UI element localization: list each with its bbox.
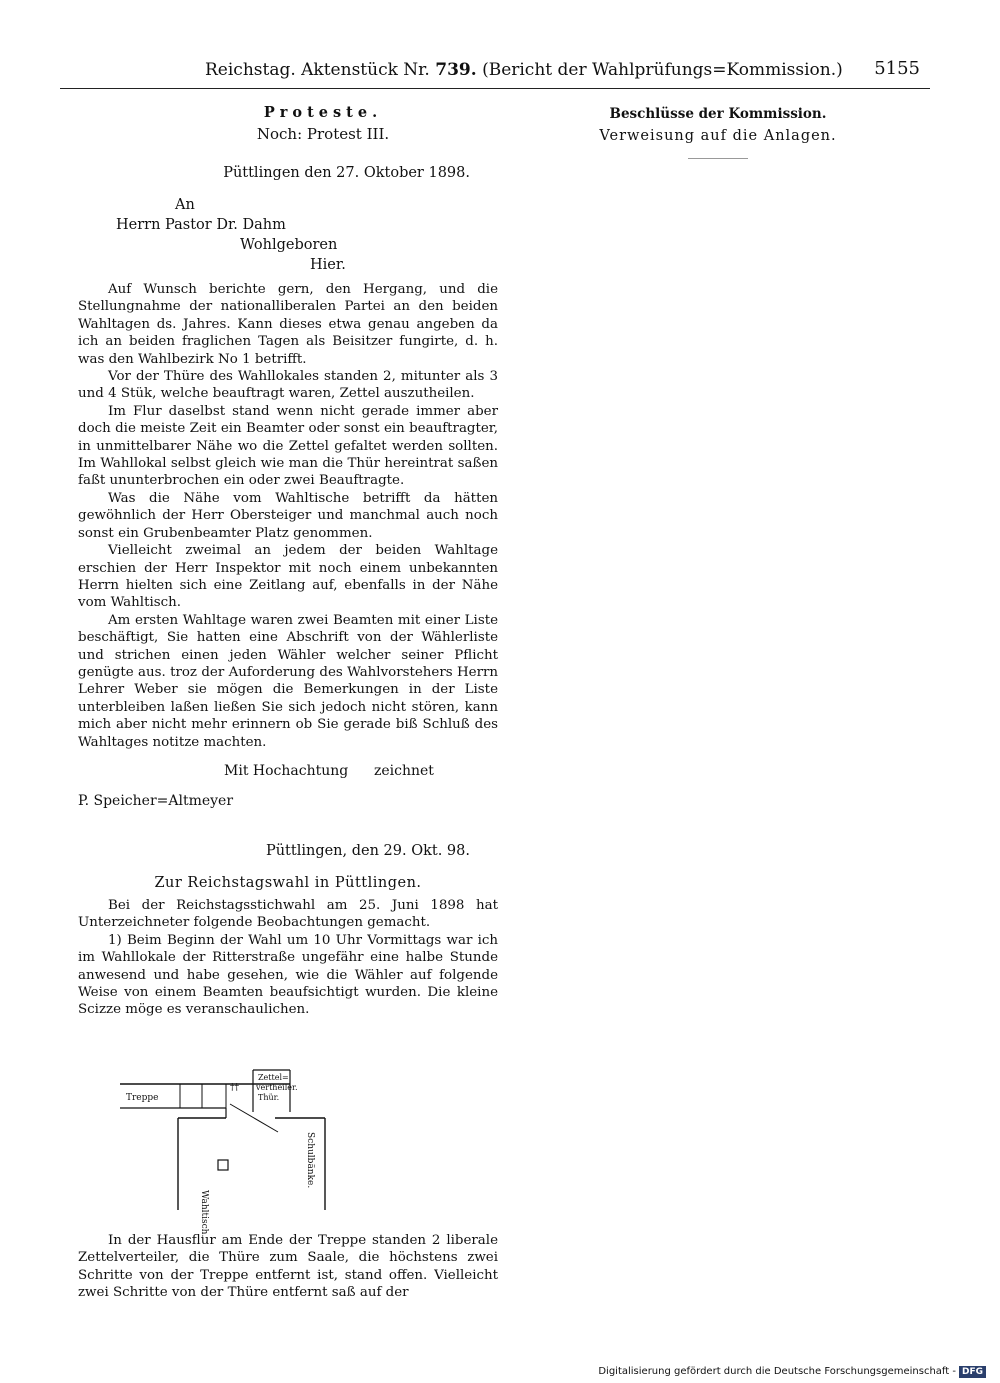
section-subheading: Noch: Protest III.: [256, 125, 390, 143]
letter2-dateline: Püttlingen, den 29. Okt. 98.: [265, 842, 470, 859]
door-swing-line: [230, 1104, 278, 1132]
closing-signed: zeichnet: [374, 762, 434, 779]
letter1-paragraph: Vielleicht zweimal an jedem der beiden Wahltage erschien der Herr Inspektor mit noch einem unbekannten Herrn hielten sich eine Zeitlang auf, ebenfalls in der Nähe vom Wahltisch.: [78, 543, 498, 611]
letter1-paragraph: Auf Wunsch berichte gern, den Hergang, und die Stellungnahme der nationalliberalen Partei an den beiden Wahltagen ds. Jahres. Kann dieses etwa genau angeben da ich an beiden fraglichen Tagen als Beisitzer fungirte, d. h. was den Wahlbezirk No 1 betrifft.: [78, 282, 498, 367]
letter2-paragraph: Bei der Reichstagsstichwahl am 25. Juni 1898 hat Unterzeichneter folgende Beobachtungen gemacht.: [78, 897, 498, 931]
sketch-svg: [118, 1070, 418, 1238]
continuation-column: [78, 1232, 498, 1302]
commission-column: [588, 106, 848, 159]
sketch-label-benches: Schulbänke.: [305, 1132, 315, 1189]
letter1-signer: P. Speicher=Altmeyer: [78, 792, 234, 809]
polling-room-sketch: [118, 1070, 418, 1238]
sketch-label-door: Thür.: [258, 1093, 280, 1102]
running-header: [60, 58, 930, 89]
sketch-label-stairs: Treppe: [126, 1093, 159, 1103]
letter2-paragraph: In der Hausflur am Ende der Treppe standen 2 liberale Zettelverteiler, die Thüre zum Saale, die höchstens zwei Schritte von der Treppe entfernt ist, stand offen. Vielleicht zwei Schritte von der Thüre entfernt saß auf der: [78, 1233, 498, 1301]
digitization-footer: [598, 1366, 986, 1378]
document-number: 739.: [435, 60, 477, 80]
sketch-label-table: Wahltisch.: [199, 1190, 209, 1238]
address-line: Hier.: [310, 257, 346, 273]
sketch-label-distributors: Zettel=: [258, 1073, 289, 1082]
letter1-paragraph: Vor der Thüre des Wahllokales standen 2, mitunter als 3 und 4 Stük, welche beauftragt waren, Zettel auszutheilen.: [78, 369, 498, 402]
letter1-closing: [78, 763, 498, 783]
footer-text: Digitalisierung gefördert durch die Deutsche Forschungsgemeinschaft -: [598, 1366, 956, 1377]
closing-salutation: Mit Hochachtung: [224, 762, 349, 779]
section-heading: Proteste.: [263, 104, 383, 121]
letter2-subheading: Zur Reichstagswahl in Püttlingen.: [154, 874, 422, 891]
running-title-suffix: (Bericht der Wahlprüfungs=Kommission.): [482, 60, 843, 80]
dfg-logo: DFG: [959, 1366, 986, 1378]
commission-subtitle: Verweisung auf die Anlagen.: [599, 128, 837, 144]
letter1-paragraph: Was die Nähe vom Wahltische betrifft da hätten gewöhnlich der Herr Obersteiger und manchmal auch noch sonst ein Grubenbeamter Platz genommen.: [78, 490, 498, 541]
sketch-label-distributors: vertheiler.: [256, 1083, 298, 1092]
sketch-label-marks: ††: [230, 1083, 239, 1093]
table-square: [218, 1160, 228, 1170]
running-title: [205, 60, 843, 80]
commission-title: Beschlüsse der Kommission.: [609, 106, 827, 122]
address-line: Wohlgeboren: [240, 237, 338, 253]
letter1-address: [78, 195, 498, 275]
address-line: An: [175, 197, 195, 213]
running-title-prefix: Reichstag. Aktenstück Nr.: [205, 60, 430, 80]
page-number: 5155: [874, 58, 920, 79]
address-line: Herrn Pastor Dr. Dahm: [116, 217, 286, 233]
protest-column: [78, 104, 498, 1019]
short-divider: [688, 158, 748, 159]
letter2-paragraph: 1) Beim Beginn der Wahl um 10 Uhr Vormittags war ich im Wahllokale der Ritterstraße ungefähr eine halbe Stunde anwesend und habe gesehen, wie die Wähler auf folgende Weise von einem Beamten beaufsichtigt wurden. Die kleine Scizze möge es veranschaulichen.: [78, 932, 498, 1018]
letter1-paragraph: Am ersten Wahltage waren zwei Beamten mit einer Liste beschäftigt, Sie hatten eine Abschrift von der Wählerliste und strichen einen jeden Wähler welcher seiner Pflicht genügte aus. troz der Auforderung des Wahlvorstehers Herrn Lehrer Weber sie mögen die Bemerkungen in der Liste unterbleiben laßen ließen Sie sich jedoch nicht stören, kann mich aber nicht mehr erinnern ob Sie gerade biß Schluß des Wahltages notitze machten.: [78, 612, 498, 750]
letter1-dateline: Püttlingen den 27. Oktober 1898.: [223, 165, 470, 181]
letter1-paragraph: Im Flur daselbst stand wenn nicht gerade immer aber doch die meiste Zeit ein Beamter oder sonst ein beauftragter, in unmittelbarer Nähe wo die Zettel gefaltet werden sollten. Im Wahllokal selbst gleich wie man die Thür hereintrat saßen faßt ununterbrochen ein oder zwei Beauftragte.: [78, 403, 498, 489]
